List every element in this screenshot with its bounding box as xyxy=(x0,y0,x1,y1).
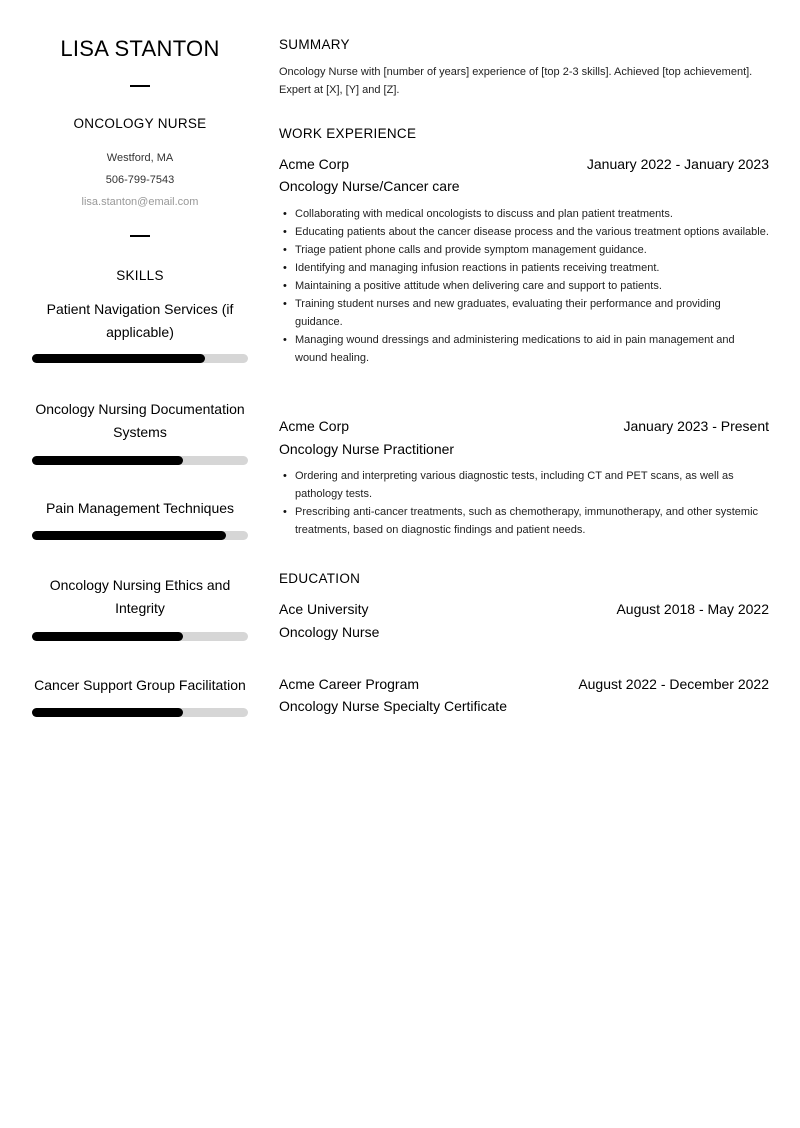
job-header xyxy=(279,416,769,436)
phone: 506-799-7543 xyxy=(105,174,175,186)
skill-item xyxy=(30,298,250,363)
skill-item xyxy=(30,674,250,717)
skill-item xyxy=(30,574,250,641)
skill-name: Cancer Support Group Facilitation xyxy=(34,677,246,693)
divider xyxy=(130,85,150,87)
education-dates: August 2022 - December 2022 xyxy=(578,676,769,692)
skill-level-fill xyxy=(32,354,205,363)
bullet-item: • Ordering and interpreting various diagnostic tests, including CT and PET scans, as well as pathology tests. xyxy=(279,467,769,503)
skill-name: Pain Management Techniques xyxy=(45,500,235,516)
skill-item xyxy=(30,398,250,465)
job-title: ONCOLOGY NURSE xyxy=(73,116,207,131)
email-link[interactable]: lisa.stanton@email.com xyxy=(81,196,199,208)
skill-level-bar xyxy=(32,708,248,717)
skill-item xyxy=(30,497,250,540)
job-role: Oncology Nurse Practitioner xyxy=(279,441,455,457)
school-name: Ace University xyxy=(279,601,369,617)
degree: Oncology Nurse Specialty Certificate xyxy=(279,698,507,714)
summary-text: Oncology Nurse with [number of years] experience of [top 2-3 skills]. Achieved [top achievement]. Expert at [X], [Y] and [Z]. xyxy=(279,66,753,96)
bullet-item: • Maintaining a positive attitude when delivering care and support to patients. xyxy=(279,277,769,295)
bullet-item: • Educating patients about the cancer disease process and the various treatment options available. xyxy=(279,223,769,241)
location: Westford, MA xyxy=(106,152,174,164)
work-experience-heading: WORK EXPERIENCE xyxy=(279,126,417,141)
job-dates: January 2023 - Present xyxy=(623,418,769,434)
skill-level-fill xyxy=(32,456,183,465)
skill-level-bar xyxy=(32,354,248,363)
job-header xyxy=(279,154,769,174)
skill-name: Patient Navigation Services (if applicable) xyxy=(46,301,234,340)
degree: Oncology Nurse xyxy=(279,624,380,640)
skill-level-fill xyxy=(32,632,183,641)
job-role: Oncology Nurse/Cancer care xyxy=(279,178,460,194)
job-bullets xyxy=(279,467,769,539)
education-header xyxy=(279,674,769,694)
skills-heading: SKILLS xyxy=(116,268,164,283)
candidate-name: LISA STANTON xyxy=(60,36,220,61)
skill-level-bar xyxy=(32,456,248,465)
bullet-item: • Identifying and managing infusion reactions in patients receiving treatment. xyxy=(279,259,769,277)
education-heading: EDUCATION xyxy=(279,571,361,586)
company-name: Acme Corp xyxy=(279,418,350,434)
skill-level-bar xyxy=(32,531,248,540)
bullet-item: • Prescribing anti-cancer treatments, such as chemotherapy, immunotherapy, and other systemic treatments, based on diagnostic findings and patient needs. xyxy=(279,503,769,539)
divider xyxy=(130,235,150,237)
bullet-item: • Collaborating with medical oncologists to discuss and plan patient treatments. xyxy=(279,205,769,223)
education-dates: August 2018 - May 2022 xyxy=(616,601,769,617)
bullet-item: • Triage patient phone calls and provide symptom management guidance. xyxy=(279,241,769,259)
education-header xyxy=(279,599,769,619)
school-name: Acme Career Program xyxy=(279,676,420,692)
bullet-item: • Training student nurses and new graduates, evaluating their performance and providing guidance. xyxy=(279,295,769,331)
skill-name: Oncology Nursing Ethics and Integrity xyxy=(49,577,231,616)
skill-level-fill xyxy=(32,531,226,540)
skill-level-bar xyxy=(32,632,248,641)
company-name: Acme Corp xyxy=(279,156,350,172)
skill-level-fill xyxy=(32,708,183,717)
skill-name: Oncology Nursing Documentation Systems xyxy=(35,401,245,440)
job-bullets xyxy=(279,205,769,367)
summary-heading: SUMMARY xyxy=(279,37,350,52)
sidebar xyxy=(30,0,250,693)
contact-info xyxy=(30,147,250,213)
bullet-item: • Managing wound dressings and administering medications to aid in pain management and wound healing. xyxy=(279,331,769,367)
job-dates: January 2022 - January 2023 xyxy=(586,156,769,172)
